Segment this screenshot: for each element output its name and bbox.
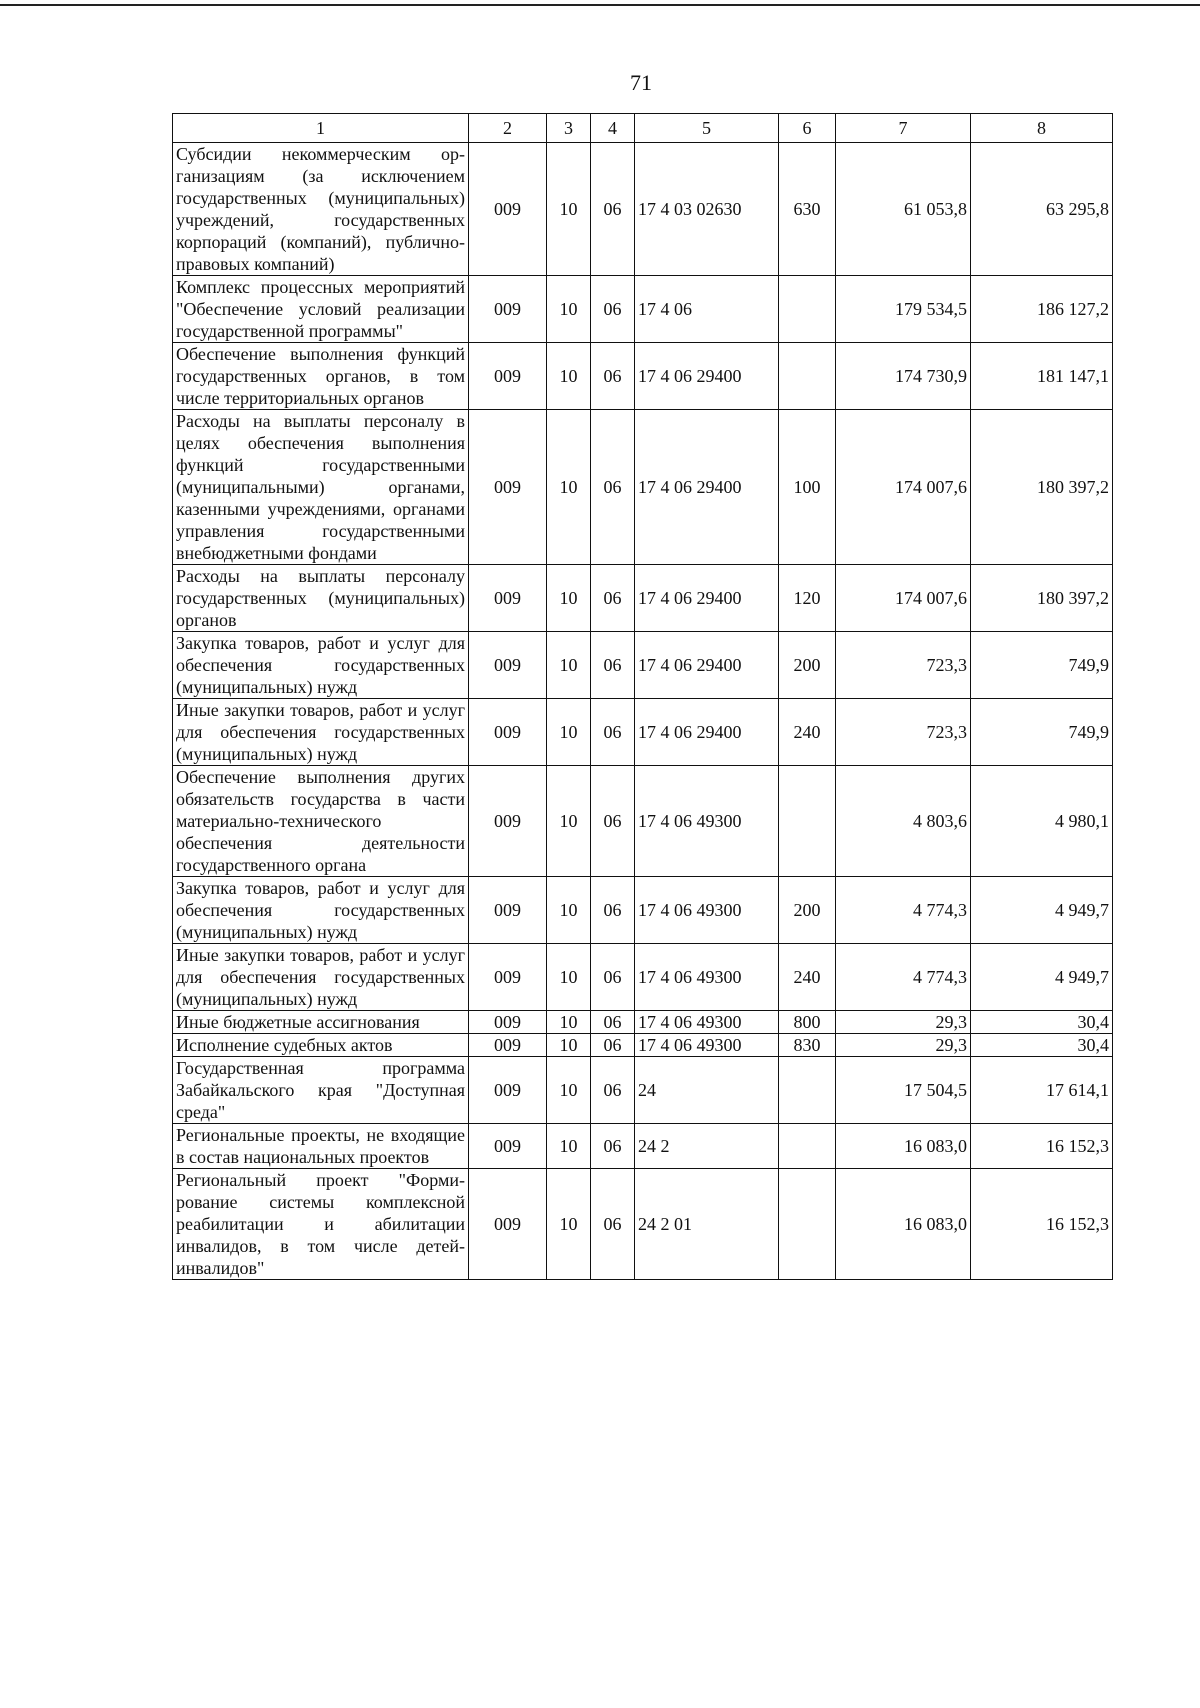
amount-year-2: 180 397,2: [971, 565, 1113, 632]
ministry-code: 009: [469, 877, 547, 944]
amount-year-1: 723,3: [836, 632, 971, 699]
target-article-code: 17 4 06 49300: [635, 944, 779, 1011]
ministry-code: 009: [469, 632, 547, 699]
amount-year-1: 179 534,5: [836, 276, 971, 343]
subsection-code: 06: [591, 877, 635, 944]
amount-year-2: 30,4: [971, 1011, 1113, 1034]
item-name: Обеспечение выполнения функций государственных органов, в том числе территориальных органов: [173, 343, 469, 410]
item-name: Иные закупки товаров, работ и услуг для обеспечения государственных (муниципальных) нужд: [173, 944, 469, 1011]
ministry-code: 009: [469, 944, 547, 1011]
amount-year-2: 17 614,1: [971, 1057, 1113, 1124]
table-row: [173, 1169, 1113, 1280]
amount-year-1: 16 083,0: [836, 1169, 971, 1280]
table-row: [173, 1011, 1113, 1034]
item-name: Государственная программа Забайкальского края "Доступная среда": [173, 1057, 469, 1124]
item-name: Расходы на выплаты персоналу государственных (муниципальных) органов: [173, 565, 469, 632]
amount-year-1: 29,3: [836, 1034, 971, 1057]
ministry-code: 009: [469, 410, 547, 565]
expense-type-code: 120: [779, 565, 836, 632]
expense-type-code: 200: [779, 632, 836, 699]
item-name: Иные закупки товаров, работ и услуг для обеспечения государственных (муниципальных) нужд: [173, 699, 469, 766]
expense-type-code: [779, 1057, 836, 1124]
section-code: 10: [547, 1057, 591, 1124]
table-row: [173, 766, 1113, 877]
subsection-code: 06: [591, 699, 635, 766]
section-code: 10: [547, 410, 591, 565]
expense-type-code: 100: [779, 410, 836, 565]
section-code: 10: [547, 1169, 591, 1280]
amount-year-1: 17 504,5: [836, 1057, 971, 1124]
amount-year-2: 63 295,8: [971, 143, 1113, 276]
expense-type-code: 240: [779, 699, 836, 766]
amount-year-2: 4 949,7: [971, 877, 1113, 944]
table-row: [173, 877, 1113, 944]
column-header: 5: [635, 114, 779, 143]
item-name: Закупка товаров, работ и услуг для обеспечения государственных (муниципальных) нужд: [173, 877, 469, 944]
subsection-code: 06: [591, 1057, 635, 1124]
ministry-code: 009: [469, 1124, 547, 1169]
subsection-code: 06: [591, 276, 635, 343]
item-name: Региональный проект "Формирование системы комплексной реабилитации и абилитации инвалидов, в том числе детей-инвалидов": [173, 1169, 469, 1280]
amount-year-2: 16 152,3: [971, 1169, 1113, 1280]
column-header: 3: [547, 114, 591, 143]
subsection-code: 06: [591, 632, 635, 699]
subsection-code: 06: [591, 944, 635, 1011]
target-article-code: 17 4 03 02630: [635, 143, 779, 276]
section-code: 10: [547, 343, 591, 410]
subsection-code: 06: [591, 1011, 635, 1034]
table-row: [173, 143, 1113, 276]
column-header: 6: [779, 114, 836, 143]
amount-year-2: 749,9: [971, 699, 1113, 766]
amount-year-1: 61 053,8: [836, 143, 971, 276]
amount-year-1: 723,3: [836, 699, 971, 766]
section-code: 10: [547, 632, 591, 699]
subsection-code: 06: [591, 410, 635, 565]
target-article-code: 24 2: [635, 1124, 779, 1169]
column-header: 1: [173, 114, 469, 143]
item-name: Расходы на выплаты персоналу в целях обеспечения выполнения функций государственными (муниципальными) органами, казенными учреждениями, органами управления государственными внебюджетными фондами: [173, 410, 469, 565]
ministry-code: 009: [469, 699, 547, 766]
expense-type-code: [779, 276, 836, 343]
target-article-code: 17 4 06 29400: [635, 410, 779, 565]
amount-year-2: 4 980,1: [971, 766, 1113, 877]
table-row: [173, 1057, 1113, 1124]
table-row: [173, 276, 1113, 343]
amount-year-1: 174 007,6: [836, 565, 971, 632]
expense-type-code: 630: [779, 143, 836, 276]
section-code: 10: [547, 1124, 591, 1169]
section-code: 10: [547, 276, 591, 343]
ministry-code: 009: [469, 1034, 547, 1057]
amount-year-2: 749,9: [971, 632, 1113, 699]
ministry-code: 009: [469, 143, 547, 276]
amount-year-1: 174 007,6: [836, 410, 971, 565]
subsection-code: 06: [591, 1124, 635, 1169]
amount-year-1: 29,3: [836, 1011, 971, 1034]
column-header: 2: [469, 114, 547, 143]
expense-type-code: 830: [779, 1034, 836, 1057]
subsection-code: 06: [591, 343, 635, 410]
item-name: Субсидии некоммерческим организациям (за исключением государственных (муниципальных) учреждений, государственных корпораций (компаний), публично-правовых компаний): [173, 143, 469, 276]
target-article-code: 17 4 06 29400: [635, 565, 779, 632]
amount-year-2: 30,4: [971, 1034, 1113, 1057]
target-article-code: 17 4 06: [635, 276, 779, 343]
ministry-code: 009: [469, 766, 547, 877]
section-code: 10: [547, 143, 591, 276]
subsection-code: 06: [591, 1169, 635, 1280]
item-name: Исполнение судебных актов: [173, 1034, 469, 1057]
expense-type-code: 240: [779, 944, 836, 1011]
amount-year-2: 186 127,2: [971, 276, 1113, 343]
target-article-code: 24 2 01: [635, 1169, 779, 1280]
item-name: Закупка товаров, работ и услуг для обеспечения государственных (муниципальных) нужд: [173, 632, 469, 699]
subsection-code: 06: [591, 766, 635, 877]
column-header: 4: [591, 114, 635, 143]
top-border-line: [0, 4, 1200, 6]
expense-type-code: 200: [779, 877, 836, 944]
table-row: [173, 410, 1113, 565]
item-name: Региональные проекты, не входящие в состав национальных проектов: [173, 1124, 469, 1169]
table-row: [173, 1124, 1113, 1169]
subsection-code: 06: [591, 143, 635, 276]
section-code: 10: [547, 565, 591, 632]
item-name: Обеспечение выполнения других обязательств государства в части материально-технического обеспечения деятельности государственного органа: [173, 766, 469, 877]
header-row: [173, 114, 1113, 143]
amount-year-1: 16 083,0: [836, 1124, 971, 1169]
ministry-code: 009: [469, 343, 547, 410]
ministry-code: 009: [469, 1011, 547, 1034]
subsection-code: 06: [591, 565, 635, 632]
column-header: 7: [836, 114, 971, 143]
page-number: 71: [630, 70, 652, 95]
ministry-code: 009: [469, 1169, 547, 1280]
section-code: 10: [547, 877, 591, 944]
target-article-code: 17 4 06 29400: [635, 343, 779, 410]
item-name: Иные бюджетные ассигнования: [173, 1011, 469, 1034]
amount-year-2: 4 949,7: [971, 944, 1113, 1011]
section-code: 10: [547, 699, 591, 766]
ministry-code: 009: [469, 1057, 547, 1124]
table-row: [173, 343, 1113, 410]
amount-year-1: 4 774,3: [836, 944, 971, 1011]
expense-type-code: [779, 1169, 836, 1280]
table-row: [173, 1034, 1113, 1057]
expense-type-code: [779, 1124, 836, 1169]
ministry-code: 009: [469, 565, 547, 632]
amount-year-1: 4 803,6: [836, 766, 971, 877]
subsection-code: 06: [591, 1034, 635, 1057]
amount-year-2: 181 147,1: [971, 343, 1113, 410]
table-row: [173, 944, 1113, 1011]
amount-year-2: 16 152,3: [971, 1124, 1113, 1169]
target-article-code: 17 4 06 49300: [635, 766, 779, 877]
target-article-code: 17 4 06 29400: [635, 699, 779, 766]
target-article-code: 17 4 06 49300: [635, 877, 779, 944]
target-article-code: 17 4 06 49300: [635, 1011, 779, 1034]
expense-type-code: 800: [779, 1011, 836, 1034]
target-article-code: 17 4 06 49300: [635, 1034, 779, 1057]
expense-type-code: [779, 766, 836, 877]
ministry-code: 009: [469, 276, 547, 343]
target-article-code: 24: [635, 1057, 779, 1124]
amount-year-1: 4 774,3: [836, 877, 971, 944]
section-code: 10: [547, 1011, 591, 1034]
section-code: 10: [547, 944, 591, 1011]
table-row: [173, 699, 1113, 766]
item-name: Комплекс процессных мероприятий "Обеспечение условий реализации государственной программы": [173, 276, 469, 343]
table-row: [173, 632, 1113, 699]
target-article-code: 17 4 06 29400: [635, 632, 779, 699]
table-row: [173, 565, 1113, 632]
expense-type-code: [779, 343, 836, 410]
amount-year-2: 180 397,2: [971, 410, 1113, 565]
budget-table: [172, 113, 1113, 1280]
amount-year-1: 174 730,9: [836, 343, 971, 410]
section-code: 10: [547, 766, 591, 877]
column-header: 8: [971, 114, 1113, 143]
section-code: 10: [547, 1034, 591, 1057]
